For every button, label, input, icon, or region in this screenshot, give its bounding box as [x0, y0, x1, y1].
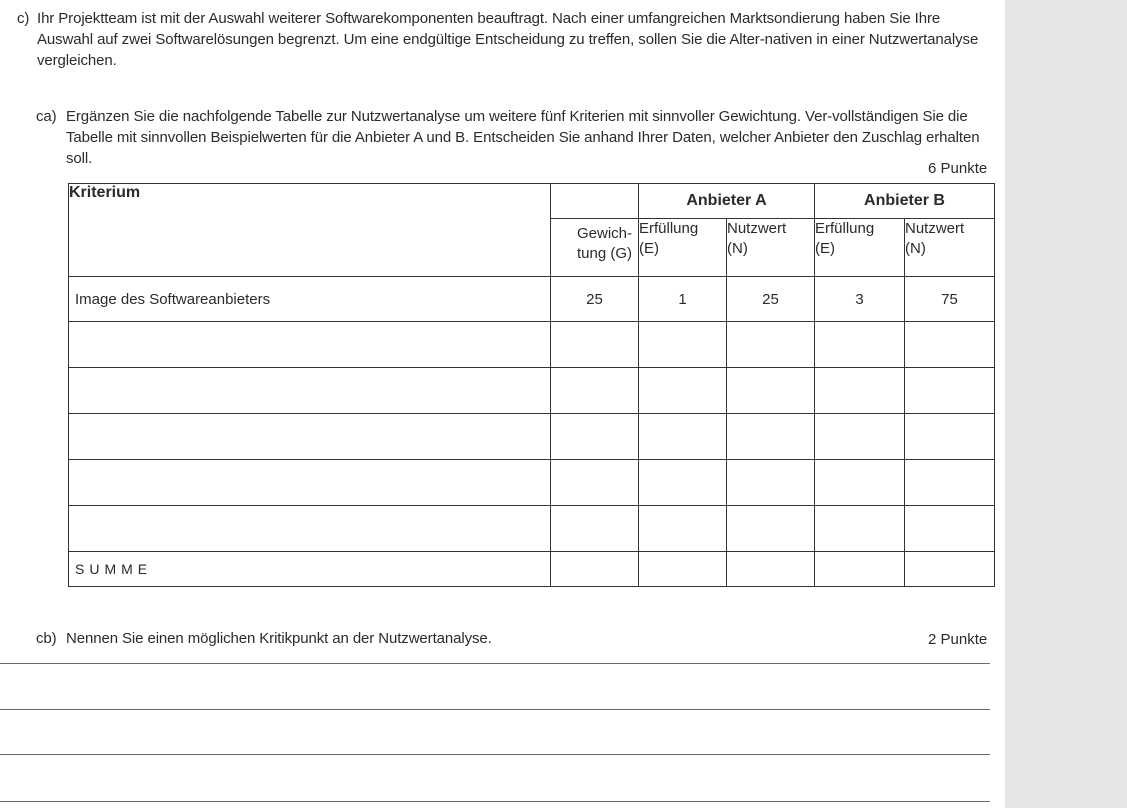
empty-cell[interactable] [815, 414, 905, 460]
cell-erfuellung-b: 3 [815, 277, 905, 322]
table-row-empty [69, 368, 995, 414]
empty-cell[interactable] [905, 552, 995, 587]
cell-kriterium: Image des Softwareanbieters [69, 277, 551, 322]
empty-cell[interactable] [69, 322, 551, 368]
table-row-empty [69, 322, 995, 368]
question-ca-label: ca) [36, 108, 57, 125]
question-cb-points: 2 Punkte [928, 631, 988, 648]
subheader-nutzwert-b: Nutzwert (N) [905, 219, 995, 277]
empty-cell[interactable] [69, 506, 551, 552]
empty-cell[interactable] [551, 368, 639, 414]
empty-cell[interactable] [551, 552, 639, 587]
nutzwertanalyse-table [68, 183, 995, 587]
empty-cell[interactable] [639, 322, 727, 368]
question-cb-text: Nennen Sie einen möglichen Kritikpunkt an der Nutzwertanalyse. [66, 630, 492, 647]
empty-cell[interactable] [727, 506, 815, 552]
empty-cell[interactable] [727, 322, 815, 368]
empty-cell[interactable] [905, 368, 995, 414]
question-cb-label: cb) [36, 630, 57, 647]
empty-cell[interactable] [639, 460, 727, 506]
empty-cell[interactable] [639, 552, 727, 587]
empty-cell[interactable] [551, 322, 639, 368]
question-ca [36, 106, 996, 169]
table-row-summe [69, 552, 995, 587]
header-kriterium: Kriterium [69, 184, 551, 277]
page-margin-strip [1005, 0, 1127, 808]
empty-cell[interactable] [905, 414, 995, 460]
empty-cell[interactable] [815, 368, 905, 414]
subheader-erfuellung-a: Erfüllung (E) [639, 219, 727, 277]
answer-line[interactable] [0, 801, 990, 802]
subheader-gewichtung: Gewich- tung (G) [551, 219, 639, 277]
empty-cell[interactable] [815, 460, 905, 506]
header-empty [551, 184, 639, 219]
empty-cell[interactable] [905, 460, 995, 506]
cell-summe-label: SUMME [69, 552, 551, 587]
empty-cell[interactable] [551, 414, 639, 460]
empty-cell[interactable] [69, 414, 551, 460]
empty-cell[interactable] [727, 552, 815, 587]
cell-nutzwert-a: 25 [727, 277, 815, 322]
question-ca-points: 6 Punkte [928, 160, 988, 177]
question-ca-text: Ergänzen Sie die nachfolgende Tabelle zur Nutzwertanalyse um weitere fünf Kriterien mit sinnvoller Gewichtung. Ver-vollständigen Sie die Tabelle mit sinnvollen Beispielwerten für die Anbieter A und B. Entscheiden Sie anhand Ihrer Daten, welcher Anbieter den Zuschlag erhalten soll. [66, 108, 980, 167]
empty-cell[interactable] [69, 368, 551, 414]
empty-cell[interactable] [551, 460, 639, 506]
empty-cell[interactable] [815, 506, 905, 552]
empty-cell[interactable] [727, 460, 815, 506]
empty-cell[interactable] [727, 368, 815, 414]
answer-line[interactable] [0, 754, 990, 755]
empty-cell[interactable] [639, 368, 727, 414]
empty-cell[interactable] [905, 322, 995, 368]
subheader-nutzwert-a: Nutzwert (N) [727, 219, 815, 277]
question-cb [36, 628, 492, 649]
table-row-empty [69, 460, 995, 506]
empty-cell[interactable] [69, 460, 551, 506]
cell-nutzwert-b: 75 [905, 277, 995, 322]
empty-cell[interactable] [905, 506, 995, 552]
empty-cell[interactable] [727, 414, 815, 460]
question-c-label: c) [17, 10, 30, 27]
empty-cell[interactable] [551, 506, 639, 552]
table-row-empty [69, 414, 995, 460]
table-row [69, 277, 995, 322]
answer-line[interactable] [0, 663, 990, 664]
table-row-empty [69, 506, 995, 552]
empty-cell[interactable] [815, 552, 905, 587]
empty-cell[interactable] [639, 414, 727, 460]
empty-cell[interactable] [815, 322, 905, 368]
question-c-text: Ihr Projektteam ist mit der Auswahl weiterer Softwarekomponenten beauftragt. Nach einer umfangreichen Marktsondierung haben Sie Ihre Auswahl auf zwei Softwarelösungen begrenzt. Um eine endgültige Entscheidung zu treffen, sollen Sie die Alter-nativen in einer Nutzwertanalyse vergleichen. [37, 10, 979, 69]
empty-cell[interactable] [639, 506, 727, 552]
cell-erfuellung-a: 1 [639, 277, 727, 322]
answer-line[interactable] [0, 709, 990, 710]
subheader-erfuellung-b: Erfüllung (E) [815, 219, 905, 277]
cell-gewichtung: 25 [551, 277, 639, 322]
header-anbieter-a: Anbieter A [639, 184, 815, 219]
question-c [17, 8, 987, 71]
header-anbieter-b: Anbieter B [815, 184, 995, 219]
